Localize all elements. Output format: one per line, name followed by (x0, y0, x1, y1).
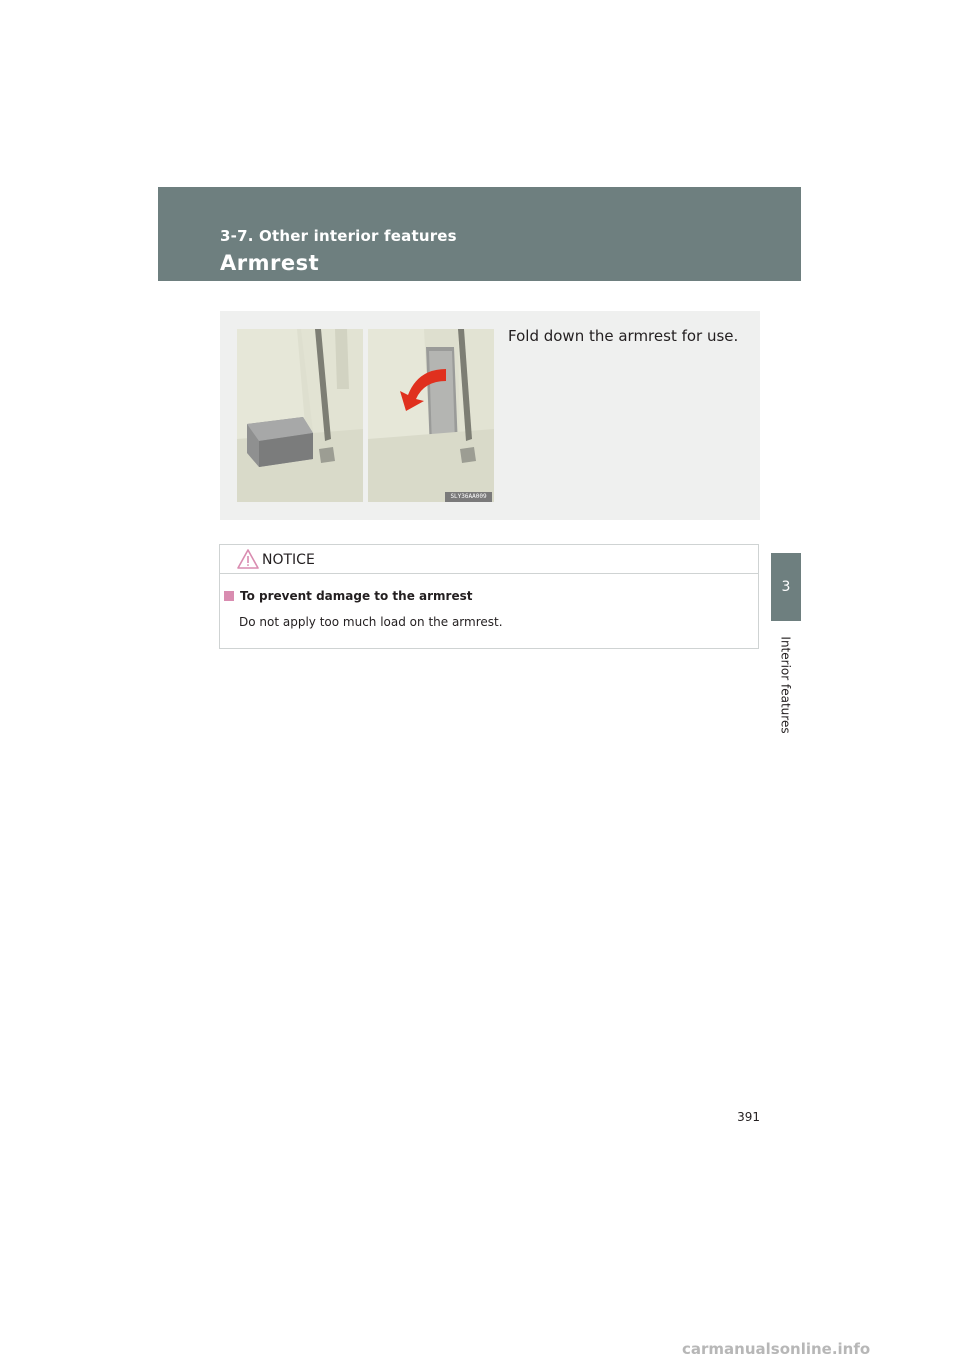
figure-box (220, 311, 760, 520)
chapter-title: Interior features (779, 636, 794, 734)
armrest-down-photo (237, 329, 363, 502)
chapter-caption (752, 630, 820, 740)
notice-header (220, 545, 758, 574)
section-label: 3-7. Other interior features (220, 227, 457, 245)
armrest-up-photo (368, 329, 494, 502)
notice-body: Do not apply too much load on the armrest. (239, 615, 503, 629)
page-number: 391 (737, 1110, 760, 1124)
section-header (158, 187, 801, 281)
notice-box (219, 544, 759, 649)
chapter-tab: 3 (771, 553, 801, 621)
figure-caption: Fold down the armrest for use. (508, 327, 739, 345)
figure-code: SLY36AA009 (445, 492, 492, 502)
notice-label: NOTICE (262, 552, 315, 568)
warning-triangle-icon (237, 549, 259, 569)
page-title: Armrest (220, 251, 320, 275)
watermark: carmanualsonline.info (682, 1340, 871, 1358)
notice-item-title-text: To prevent damage to the armrest (240, 589, 473, 603)
bullet-square-icon (224, 591, 234, 601)
notice-item-title (224, 589, 472, 603)
